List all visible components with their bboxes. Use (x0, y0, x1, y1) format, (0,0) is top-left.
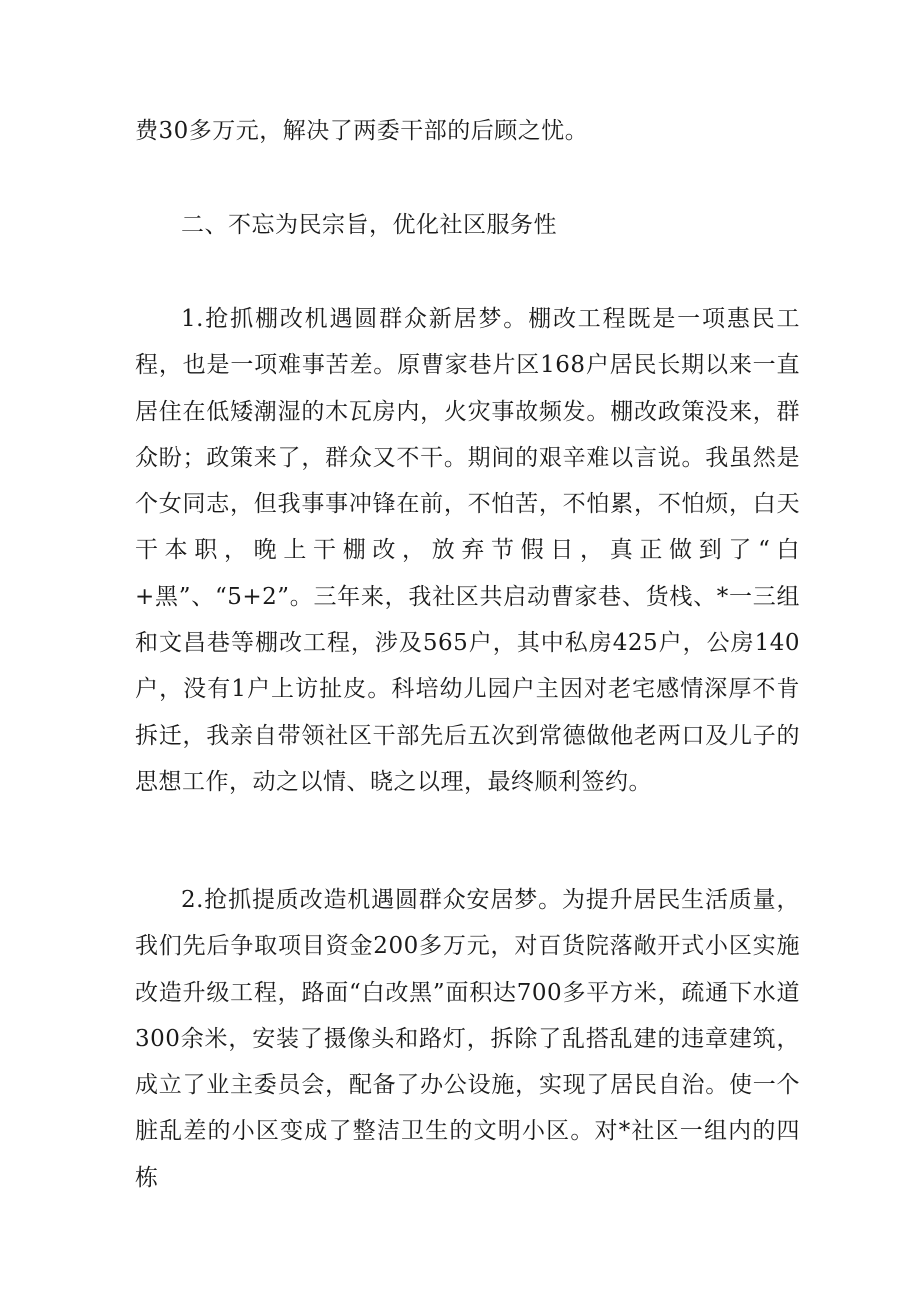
paragraph-continuation: 费30多万元，解决了两委干部的后顾之忧。 (135, 118, 589, 144)
section-heading: 二、不忘为民宗旨，优化社区服务性 (181, 212, 557, 238)
paragraph-quality-upgrade: 2.抢抓提质改造机遇圆群众安居梦。为提升居民生活质量，我们先后争取项目资金200多万元，对百货院落敞开式小区实施改造升级工程，路面“白改黑”面积达700多平方米，疏通下水道300余米，安装了摄像头和路灯，拆除了乱搭乱建的违章建筑，成立了业主委员会，配备了办公设施，实现了居民自治。使一个脏乱差的小区变成了整洁卫生的文明小区。对*社区一组内的四栋 (135, 887, 800, 1191)
paragraph-shantytown-renovation: 1.抢抓棚改机遇圆群众新居梦。棚改工程既是一项惠民工程，也是一项难事苦差。原曹家巷片区168户居民长期以来一直居住在低矮潮湿的木瓦房内，火灾事故频发。棚改政策没来，群众盼；政策来了，群众又不干。期间的艰辛难以言说。我虽然是个女同志，但我事事冲锋在前，不怕苦，不怕累，不怕烦，白天干本职，晚上干棚改，放弃节假日，真正做到了“白+黑”、“5+2”。三年来，我社区共启动曹家巷、货栈、*一三组和文昌巷等棚改工程，涉及565户，其中私房425户，公房140户，没有1户上访扯皮。科培幼儿园户主因对老宅感情深厚不肯拆迁，我亲自带领社区干部先后五次到常德做他老两口及儿子的思想工作，动之以情、晓之以理，最终顺利签约。 (135, 306, 800, 795)
